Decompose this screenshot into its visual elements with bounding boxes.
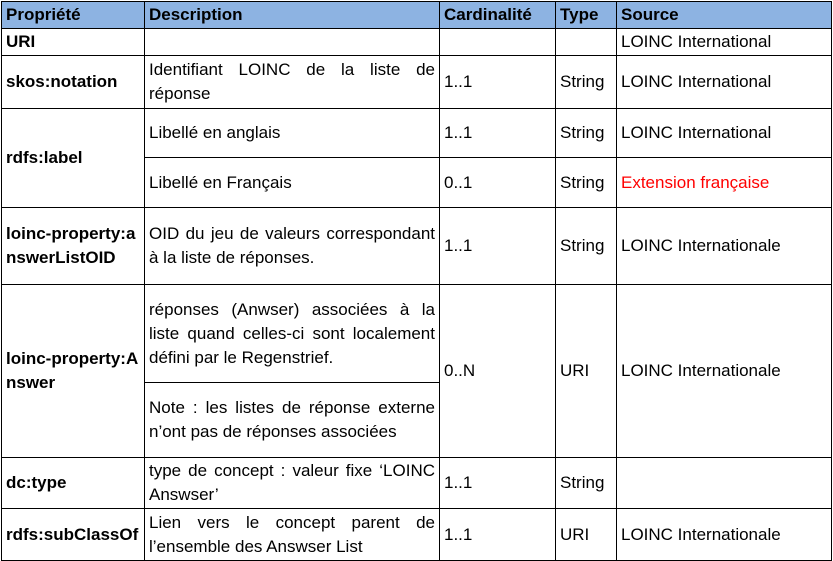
source-cell: LOINC Internationale (617, 208, 832, 285)
description-cell: Identifiant LOINC de la liste de réponse (145, 56, 440, 109)
type-cell (556, 29, 617, 56)
description-cell: réponses (Anwser) associées à la liste quand celles-ci sont localement défini par le Regenstrief. (145, 285, 440, 383)
cardinality-cell: 1..1 (440, 109, 556, 158)
type-cell: String (556, 158, 617, 208)
source-cell: LOINC Internationale (617, 509, 832, 561)
type-cell: String (556, 56, 617, 109)
description-cell: Libellé en anglais (145, 109, 440, 158)
source-cell: Extension française (617, 158, 832, 208)
header-source: Source (617, 2, 832, 29)
header-propriete: Propriété (2, 2, 145, 29)
type-cell: String (556, 109, 617, 158)
row-dctype (2, 458, 832, 509)
cardinality-cell: 0..N (440, 285, 556, 458)
property-cell: URI (2, 29, 145, 56)
header-row (2, 2, 832, 29)
header-type: Type (556, 2, 617, 29)
row-notation (2, 56, 832, 109)
cardinality-cell (440, 29, 556, 56)
cardinality-cell: 1..1 (440, 509, 556, 561)
source-cell (617, 458, 832, 509)
cardinality-cell: 0..1 (440, 158, 556, 208)
description-cell (145, 29, 440, 56)
row-uri (2, 29, 832, 56)
source-cell: LOINC International (617, 109, 832, 158)
type-cell: String (556, 458, 617, 509)
source-cell: LOINC Internationale (617, 285, 832, 458)
type-cell: URI (556, 285, 617, 458)
description-cell: Libellé en Français (145, 158, 440, 208)
cardinality-cell: 1..1 (440, 56, 556, 109)
cardinality-cell: 1..1 (440, 208, 556, 285)
row-subclassof (2, 509, 832, 561)
source-cell: LOINC International (617, 29, 832, 56)
header-cardinalite: Cardinalité (440, 2, 556, 29)
row-label-en (2, 109, 832, 158)
property-cell: loinc-property:Answer (2, 285, 145, 458)
source-cell: LOINC International (617, 56, 832, 109)
row-answerlistoid (2, 208, 832, 285)
properties-table (1, 1, 832, 561)
property-cell: rdfs:subClassOf (2, 509, 145, 561)
description-cell: Lien vers le concept parent de l’ensemble des Answser List (145, 509, 440, 561)
property-cell: loinc-property:answerListOID (2, 208, 145, 285)
description-note-cell: Note : les listes de réponse externe n’ont pas de réponses associées (145, 383, 440, 458)
description-cell: OID du jeu de valeurs correspondant à la liste de réponses. (145, 208, 440, 285)
property-cell: dc:type (2, 458, 145, 509)
property-cell: skos:notation (2, 56, 145, 109)
type-cell: URI (556, 509, 617, 561)
row-answer-1 (2, 285, 832, 383)
cardinality-cell: 1..1 (440, 458, 556, 509)
property-cell: rdfs:label (2, 109, 145, 208)
type-cell: String (556, 208, 617, 285)
description-cell: type de concept : valeur fixe ‘LOINC Answser’ (145, 458, 440, 509)
header-description: Description (145, 2, 440, 29)
